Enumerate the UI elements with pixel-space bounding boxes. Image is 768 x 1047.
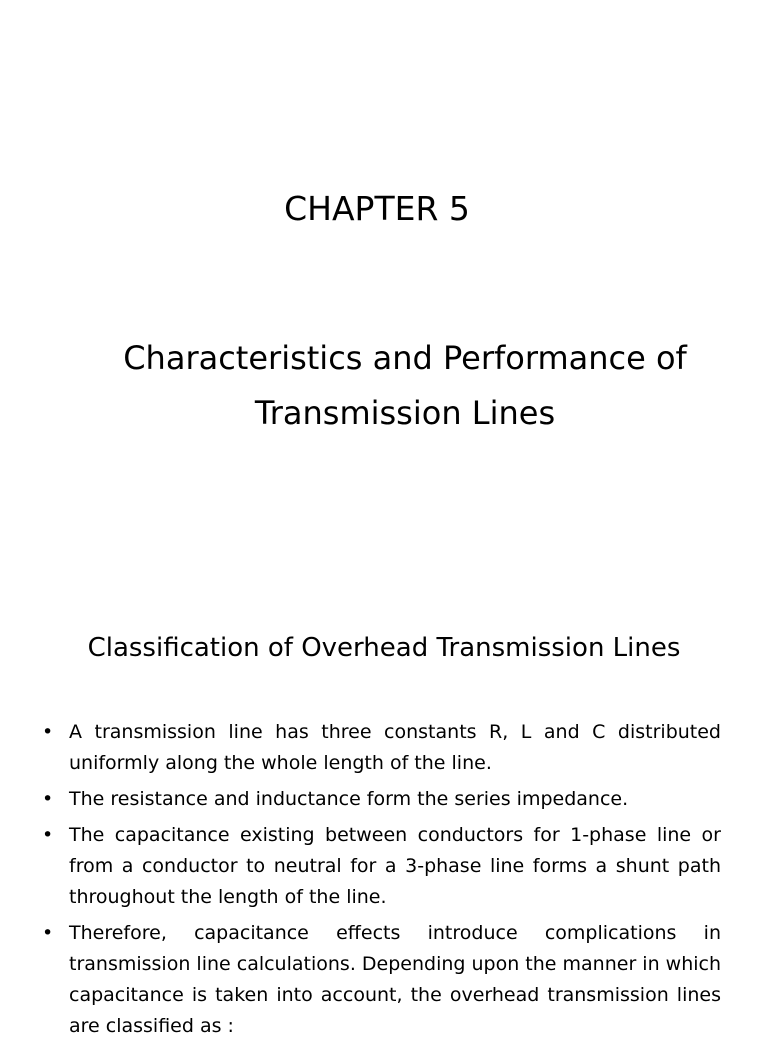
bullet-list: [42, 717, 721, 1047]
classification-slide: [0, 576, 768, 1037]
section-heading: Classification of Overhead Transmission Lines: [87, 633, 681, 663]
chapter-title: CHAPTER 5: [284, 189, 470, 228]
bullet-item-3: [42, 820, 721, 913]
bullet-text: A transmission line has three constants R, L and C distributed uniformly along the whole length of the line.: [69, 721, 721, 774]
bullet-text: The resistance and inductance form the series impedance.: [69, 788, 629, 810]
bullet-icon: •: [42, 922, 54, 944]
bullet-icon: •: [42, 824, 54, 846]
bullet-icon: •: [42, 721, 54, 743]
bullet-item-4: [42, 918, 721, 1042]
bullet-item-2: [42, 784, 721, 815]
bullet-icon: •: [42, 788, 54, 810]
chapter-subtitle: Characteristics and Performance of Transmission Lines: [123, 339, 687, 432]
bullet-text: Therefore, capacitance effects introduce complications in transmission line calculations. Depending upon the manner in which capacitance is taken into account, the overhead transmission lines are classified as :: [69, 922, 722, 1037]
bullet-text: The capacitance existing between conductors for 1-phase line or from a conductor to neutral for a 3-phase line forms a shunt path throughout the length of the line.: [69, 824, 721, 908]
bullet-item-1: [42, 717, 721, 779]
